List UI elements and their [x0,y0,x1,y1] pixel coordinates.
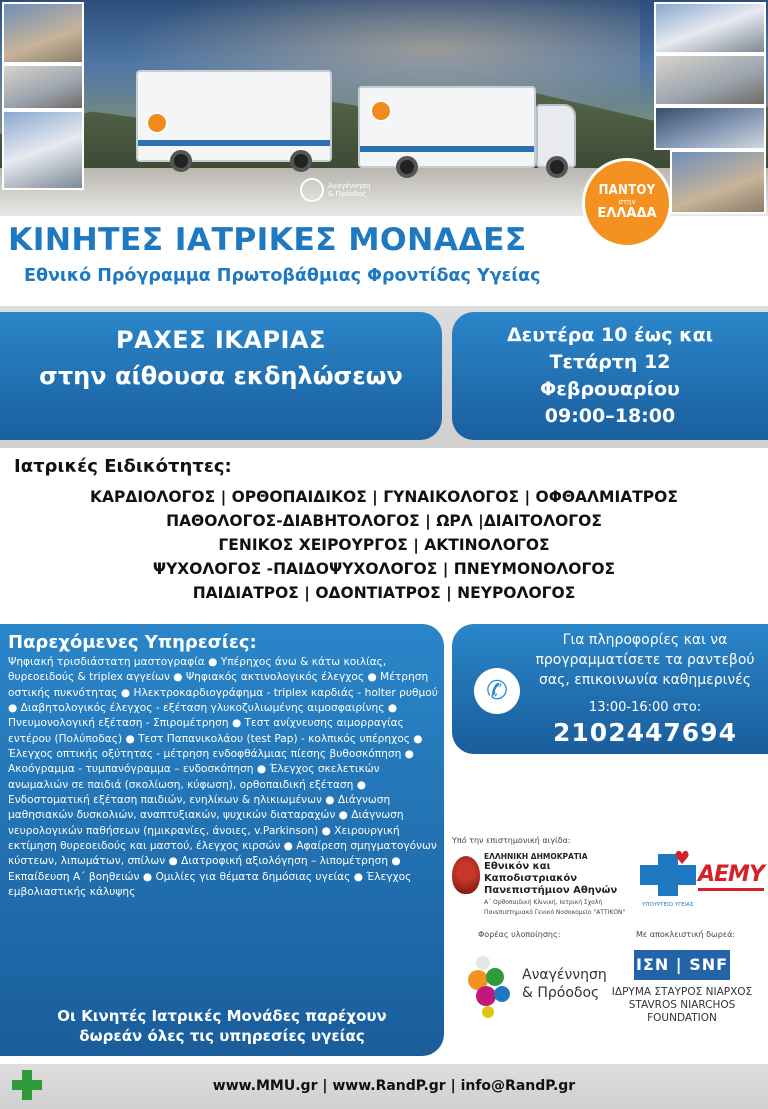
university-line1: Εθνικόν και Καποδιστριακόν [484,861,578,884]
schedule-line1: Δευτέρα 10 έως και [506,324,714,346]
location-venue: στην αίθουσα εκδηλώσεων [39,362,403,390]
specialties-line: ΚΑΡΔΙΟΛΟΓΟΣ | ΟΡΘΟΠΑΙΔΙΚΟΣ | ΓΥΝΑΙΚΟΛΟΓΟΣ | ΟΦΘΑΛΜΙΑΤΡΟΣ [90,488,678,506]
services-text: Ψηφιακή τρισδιάστατη μαστογραφία ● Υπέρηχος άνω & κάτω κοιλίας, θυρεοειδούς & triplex αγγείων ● Ψηφιακός ακτινολογικός έλεγχος ● Μέτρηση οστικής πυκνότητας ● Ηλεκτροκαρδιογράφημα - triplex καρδιάς - holter ρυθμού ● Διαβητολογικός έλεγχος - εξέταση γλυκοζυλιωμένης αιμοσφαιρίνης ● Πνευμονολογική εξέταση - Σπιρομέτρηση ● Τεστ ανίχνευσης αιμορραγίας εντέρου (Πολύποδας) ● Τεστ Παπανικολάου (test Pap) - κολπικός υπέρηχος ● Έλεγχος οπτικής οξύτητας - μέτρηση ενδοφθάλμιας πίεσης βυθοσκόπηση ● Ακοόγραμμα - τυμπανόγραμμα – ενδοσκόπηση ● Έλεγχος σκελετικών ανωμαλιών σε παιδιά (σκολίωση, κύφωση), ορθοπαιδική εξέταση ● Ενδοστοματική εξέταση παιδιών, ενηλίκων & ηλικιωμένων ● Διάγνωση μαθησιακών δυσκολιών, αναπτυξιακών, ψυχικών διαταραχών ● Διάγνωση νευρολογικών παθήσεων (ημικρανίες, άνοιες, v.Parkinson) ● Χειρουργική εκτίμηση θυρεοειδούς και μαστού, έλεγχος κιρσών ● Αφαίρεση σμηγματογόνων κύστεων, λιπωμάτων, σπίλων ● Διατροφική αξιολόγηση – λιπομέτρηση ● Εκπαίδευση Α΄ βοηθειών ● Ομιλίες για θέματα δημόσιας υγείας ● Έλεγχος εμβολιαστικής κάλυψης [8,656,438,899]
contact-phone-number[interactable]: 2102447694 [553,718,737,747]
schedule-line2: Τετάρτη 12 [549,351,671,373]
randp-line2: & Πρόοδος [522,985,600,1001]
truck-logo [146,112,168,134]
truck-wheel [170,150,192,172]
services-free-note [0,1006,444,1046]
specialties-heading: Ιατρικές Ειδικότητες: [14,456,232,477]
truck-logo [370,100,392,122]
contact-hours: 13:00-16:00 στο: [588,700,702,715]
snf-line1: ΙΔΡΥΜΑ ΣΤΑΥΡΟΣ ΝΙΑΡΧΟΣ [611,986,753,998]
contact-box [452,624,768,754]
free-note-line2: δωρεάν όλες τις υπηρεσίες υγείας [79,1027,365,1045]
aemy-logo: AEMY [698,862,764,887]
truck-wheel [396,156,418,178]
specialties-list [0,485,768,605]
snf-logo: ΙΣΝ | SNF [634,950,730,980]
schedule-line3: Φεβρουαρίου [540,378,680,400]
donation-label: Με αποκλειστική δωρεά: [636,930,736,939]
truck-wheel [546,156,568,178]
contact-text [522,630,768,690]
phone-icon: ✆ [474,668,520,714]
snf-line3: FOUNDATION [647,1012,717,1024]
university-sub2: Πανεπιστημιακό Γενικό Νοσοκομείο "ΑΤΤΙΚΟΝ" [484,909,626,916]
aemy-underline [698,888,764,891]
services-heading: Παρεχόμενες Υπηρεσίες: [8,632,257,653]
snf-line2: STAVROS NIARCHOS [628,999,736,1011]
randp-mark-icon [300,178,324,202]
university-name [484,852,634,917]
university-seal-icon [452,856,480,894]
truck-stripe [360,146,534,152]
randp-mark-text: Αναγέννηση & Πρόοδος [328,182,371,198]
collage-photo-team [654,54,766,106]
free-note-line1: Οι Κινητές Ιατρικές Μονάδες παρέχουν [57,1007,387,1025]
randp-line1: Αναγέννηση [522,967,607,983]
truck-wheel [290,150,312,172]
heart-icon: ♥ [674,848,691,869]
collage-photo-eye-exam [670,150,766,214]
ministry-label: ΥΠΟΥΡΓΕΙΟ ΥΓΕΙΑΣ [642,902,694,908]
specialties-line: ΨΥΧΟΛΟΓΟΣ -ΠΑΙΔΟΨΥΧΟΛΟΓΟΣ | ΠΝΕΥΜΟΝΟΛΟΓΟΣ [152,560,616,578]
collage-photo-unit [654,2,766,54]
specialties-line: ΠΑΘΟΛΟΓΟΣ-ΔΙΑΒΗΤΟΛΟΓΟΣ | ΩΡΛ |ΔΙΑΙΤΟΛΟΓΟΣ [166,512,602,530]
university-line2: Πανεπιστήμιον Αθηνών [484,885,618,896]
collage-photo-village [2,2,84,64]
specialties-line: ΠΑΙΔΙΑΤΡΟΣ | ΟΔΟΝΤΙΑΤΡΟΣ | ΝΕΥΡΟΛΟΓΟΣ [192,584,576,602]
university-sub1: Α΄ Ορθοπαιδική Κλινική, Ιατρική Σχολή [484,899,603,906]
location-name: ΡΑΧΕΣ ΙΚΑΡΙΑΣ [116,326,326,354]
mobile-unit-truck-left [136,70,332,162]
badge-line3: ΕΛΛΑΔΑ [597,206,657,221]
contact-line3: σας, επικοινωνία καθημερινές [539,672,751,688]
auspices-label: Υπό την επιστημονική αιγίδα: [452,836,571,845]
randp-logo-icon [462,952,520,1024]
mobile-unit-truck-right [358,86,536,168]
specialties-line: ΓΕΝΙΚΟΣ ΧΕΙΡΟΥΡΓΟΣ | ΑΚΤΙΝΟΛΟΓΟΣ [218,536,550,554]
contact-line2: προγραμματίσετε τα ραντεβού [535,652,755,668]
schedule-hours: 09:00–18:00 [544,405,676,427]
page-title: ΚΙΝΗΤΕΣ ΙΑΤΡΙΚΕΣ ΜΟΝΑΔΕΣ [8,222,527,258]
footer-bar [0,1064,768,1109]
snf-name [582,986,768,1025]
university-line0: ΕΛΛΗΝΙΚΗ ΔΗΜΟΚΡΑΤΙΑ [484,852,588,861]
contact-line1: Για πληροφορίες και να [562,632,728,648]
schedule-box [452,312,768,440]
location-box [0,312,442,440]
collage-photo-doctor [2,110,84,190]
everywhere-in-greece-badge [582,158,672,248]
footer-links[interactable]: www.MMU.gr | www.RandP.gr | info@RandP.gr [212,1078,576,1094]
page-subtitle: Εθνικό Πρόγραμμα Πρωτοβάθμιας Φροντίδας Υγείας [24,266,541,286]
truck-stripe [138,140,330,146]
ministry-of-health-logo [640,848,696,900]
implementer-label: Φορέας υλοποίησης: [478,930,561,939]
collage-photo-group [2,64,84,110]
badge-line2: στην [618,198,636,206]
services-box [0,624,444,1056]
collage-photo-exam [654,106,766,150]
badge-line1: ΠΑΝΤΟΥ [598,183,656,198]
